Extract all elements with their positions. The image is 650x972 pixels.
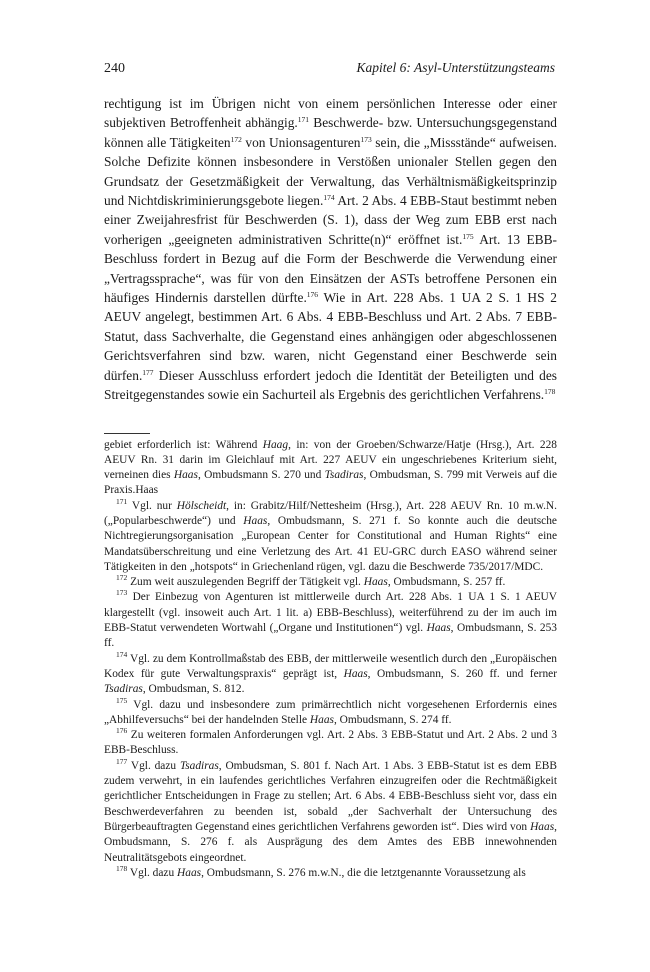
footnote-text: Vgl. zu dem Kontrollmaßstab des EBB, der mittlerweile wesentlich durch den „Europäischen Kodex für gute Verwaltungspraxis“ geprägt ist, — [104, 652, 557, 680]
author-name: Hölscheidt — [176, 499, 227, 512]
body-text-segment: Art. 2 Abs. 4 EBB-Staut bestimmt neben einer Zweijahresfrist für Beschwerden (S. 1), dass der Weg zum EBB erst nach vorherigen „geeigneten administrativen Schritte(n)“ eröffnet ist. — [104, 193, 558, 247]
book-page — [104, 60, 557, 881]
footnote-ref[interactable]: 178 — [544, 387, 556, 397]
author-name: Haas — [530, 820, 555, 833]
author-name: Tsadiras — [324, 469, 364, 482]
footnote-text: , Ombudsmann, S. 260 ff. und ferner — [367, 667, 557, 680]
footnote-ref[interactable]: 174 — [323, 193, 335, 203]
body-text-segment: von Unionsagenturen — [241, 134, 361, 150]
body-text-segment: Wie in Art. 228 Abs. 1 UA 2 S. 1 HS 2 AEUV angelegt, bestimmen Art. 6 Abs. 4 EBB-Beschluss und Art. 2 Abs. 7 EBB-Statut, dass Sachverhalte, die Gegenstand eines anhängigen oder abgeschlossenen Gerichtsverfahren sind bzw. waren, nicht Gegenstand einer Beschwerde sein dürfen. — [104, 290, 557, 383]
body-text-segment: Art. 13 EBB-Beschluss fordert in Bezug auf die Form der Beschwerde die Verwendung einer „Vertragssprache“, was für von den Einsätzen der ASTs betroffene Personen ein häufiges Hindernis darstellen dürfte. — [104, 231, 557, 306]
footnote-text: , in: von der Groeben/Schwarze/Hatje (Hrsg.), Art. 228 AEUV Rn. 31 darin im Gleichlauf mit Art. 227 AEUV ein ungeschriebenes Kriterium sieht, verneinen dies — [104, 438, 557, 482]
footnote-175 — [104, 695, 557, 729]
footnote-text: , Ombudsmann, S. 276 f. als Ausprägung des dem Amtes des EBB innewohnenden Neutralitätsgebots eingeordnet. — [104, 820, 557, 864]
footnote-text: Vgl. dazu — [127, 759, 180, 772]
footnote-text: Zum weit auszulegenden Begriff der Tätigkeit vgl. — [127, 576, 364, 589]
footnote-177 — [104, 756, 557, 866]
footnote-text: , in: Grabitz/Hilf/Nettesheim (Hrsg.), Art. 228 AEUV Rn. 10 m.w.N. („Popularbeschwerde“) und — [104, 499, 557, 527]
footnote-continuation — [104, 438, 557, 499]
author-name: Haas — [426, 622, 451, 635]
footnote-text: , Ombudsman, S. 801 f. Nach Art. 1 Abs. 3 EBB-Statut ist es dem EBB zudem verwehrt, in ein laufendes gerichtliches Verfahren einzugreifen oder die Rechtmäßigkeit gerichtlicher Entscheidungen in Frage zu stellen; Art. 6 Abs. 4 EBB-Beschluss sieht vor, dass ein Beschwerdeverfahren zu beenden ist, sobald „der Sachverhalt der Untersuchung des Bürgerbeauftragten Gegenstand eines gerichtlichen Verfahrens geworden ist“. Dies wird von — [104, 759, 557, 833]
footnote-text: , Ombudsmann, S. 257 ff. — [387, 576, 506, 589]
footnote-text: Der Einbezug von Agenturen ist mittlerweile durch Art. 228 Abs. 1 UA 1 S. 1 AEUV klargestellt (vgl. insoweit auch Art. 1 lit. a) EBB-Beschluss), weiterführend zu der im auch im EBB-Statut verwendeten Wortwahl („Organe und Institutionen“) vgl. — [104, 591, 557, 635]
footnote-text: , Ombudsmann, S. 276 m.w.N., die die letztgenannte Voraussetzung als — [201, 866, 526, 879]
body-text-segment: Beschwerde- bzw. Untersuchungsgegenstand können alle Tätigkeiten — [104, 115, 558, 150]
footnote-text: Zu weiteren formalen Anforderungen vgl. Art. 2 Abs. 3 EBB-Statut und Art. 2 Abs. 2 und 3 EBB-Beschluss. — [104, 729, 557, 757]
body-text-segment: rechtigung ist im Übrigen nicht von einem persönlichen Interesse oder einer subjektiven Betroffenheit abhängig. — [104, 96, 557, 131]
footnote-text: , Ombudsmann, S. 274 ff. — [333, 713, 452, 726]
author-name: Tsadiras — [104, 683, 143, 696]
footnote-number: 174 — [116, 649, 128, 659]
footnote-text: , Ombudsmann, S. 253 ff. — [104, 622, 557, 650]
footnote-172 — [104, 575, 557, 590]
author-name: Haas — [309, 713, 334, 726]
running-head: Kapitel 6: Asyl-Unterstützungsteams — [356, 60, 555, 75]
footnote-number: 172 — [116, 573, 128, 583]
author-name: Haas — [363, 576, 388, 589]
footnote-number: 176 — [116, 726, 128, 736]
footnote-text: gebiet erforderlich ist: Während — [104, 438, 263, 451]
footnote-173 — [104, 590, 557, 651]
footnote-number: 171 — [116, 496, 128, 506]
page-header — [104, 60, 557, 82]
footnote-text: Vgl. dazu und insbesondere zum primärrechtlich nicht vorgesehenen Erfordernis eines „Abhilfeversuchs“ bei der handelnden Stelle — [104, 698, 557, 726]
footnote-174 — [104, 649, 557, 698]
footnote-text: , Ombudsmann, S. 271 f. So konnte auch die deutsche Nichtregierungsorganisation „European Center for Constitutional and Human Rights“ eine Mandatsüberschreitung und eine Verletzung des Art. 41 EU-GRC durch EASO während seiner Tätigkeiten in den „hotspots“ in Griechenland rügen, vgl. dazu die Beschwerde 735/2017/MDC. — [104, 514, 557, 573]
footnote-171 — [104, 496, 557, 575]
author-name: Haas — [173, 469, 198, 482]
author-name: Haas — [177, 866, 202, 879]
footnote-text: Vgl. nur — [127, 499, 177, 512]
footnote-ref[interactable]: 176 — [306, 290, 319, 300]
footnote-ref[interactable]: 177 — [142, 367, 154, 377]
footnote-number: 173 — [116, 588, 128, 598]
author-name: Haas — [243, 514, 268, 527]
footnote-ref[interactable]: 175 — [462, 231, 474, 241]
main-paragraph — [104, 94, 557, 405]
footnote-ref[interactable]: 172 — [230, 134, 242, 144]
footnotes — [104, 438, 557, 882]
footnote-text: , Ombudsman, S. 812. — [142, 683, 245, 696]
author-name: Haag — [262, 438, 289, 451]
body-text-segment: sein, die „Missstände“ aufweisen. Solche Defizite können insbesondere in Verstößen unionaler Stellen gegen den Grundsatz der Gesetzmäßigkeit der Verwaltung, das Verhältnismäßigkeitsprinzip und Nichtdiskriminierungsgebote liegen. — [104, 134, 557, 209]
footnote-178 — [104, 863, 557, 881]
footnote-number: 178 — [116, 863, 128, 873]
footnote-ref[interactable]: 171 — [297, 115, 310, 125]
body-text-segment: Dieser Ausschluss erfordert jedoch die Identität der Beteiligten und des Streitgegenstandes sowie ein Sachurteil als Ergebnis des gerichtlichen Verfahrens. — [104, 367, 557, 403]
footnote-176 — [104, 728, 557, 759]
footnote-number: 177 — [116, 756, 128, 766]
footnote-text: , Ombudsman, S. 799 mit Verweis auf die Praxis.Haas — [104, 469, 557, 497]
footnote-text: , Ombudsmann S. 270 und — [197, 469, 325, 482]
footnote-ref[interactable]: 173 — [360, 134, 372, 144]
footnote-separator — [104, 433, 150, 434]
author-name: Tsadiras — [179, 759, 219, 772]
footnote-text: Vgl. dazu — [127, 866, 178, 879]
footnote-number: 175 — [116, 695, 128, 705]
page-number: 240 — [104, 61, 125, 76]
author-name: Haas — [343, 667, 368, 680]
